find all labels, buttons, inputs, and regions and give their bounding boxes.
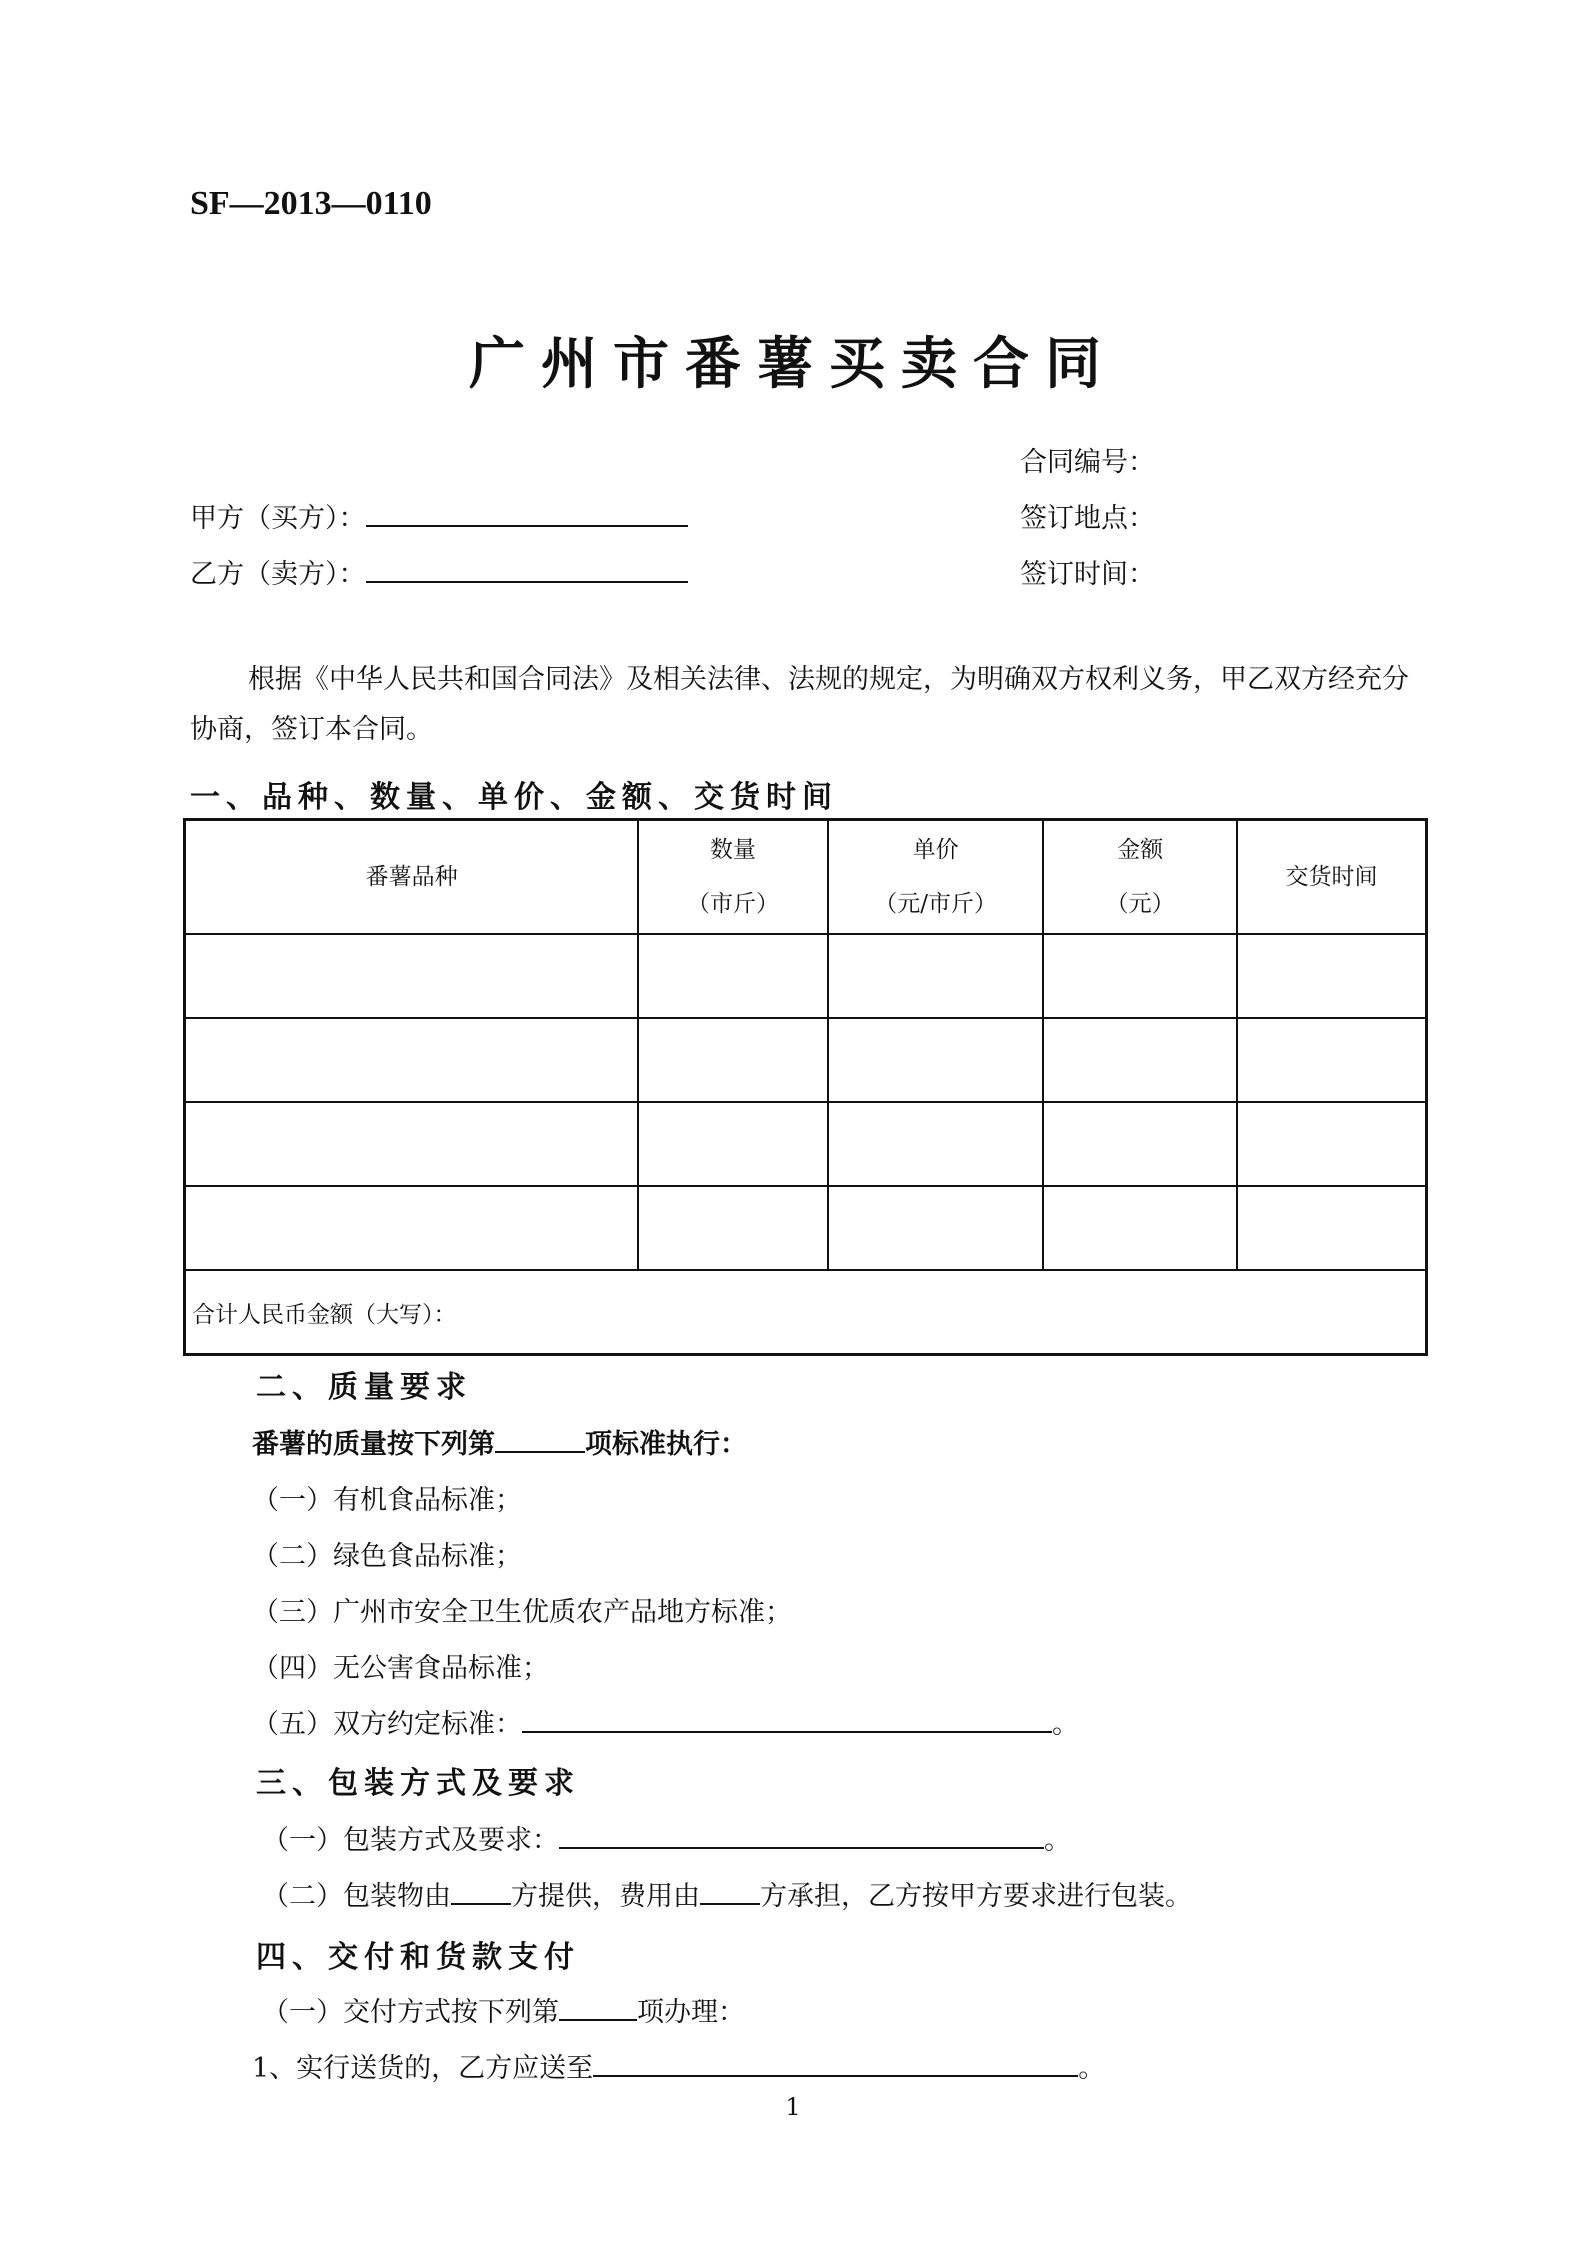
table-header-row	[185, 820, 1427, 935]
packaging-method-label: （一）包装方式及要求：	[262, 1825, 559, 1856]
table-total-row	[185, 1270, 1427, 1355]
column-delivery-time	[1237, 820, 1427, 935]
column-amount	[1043, 820, 1237, 935]
column-unit-price-unit: （元/市斤）	[874, 891, 997, 917]
section4-heading: 四、交付和货款支付	[256, 1940, 580, 1975]
packaging-item-1	[262, 1818, 1071, 1857]
agreed-standard-label: （五）双方约定标准：	[252, 1709, 522, 1740]
sign-time-label: 签订时间：	[1020, 559, 1155, 590]
table-row	[185, 934, 1427, 1018]
quality-intro-start: 番薯的质量按下列第	[252, 1429, 495, 1460]
table-cell[interactable]	[638, 1102, 828, 1186]
goods-table	[183, 818, 1428, 1356]
delivery-item-1	[262, 1990, 745, 2029]
table-cell[interactable]	[1043, 1018, 1237, 1102]
table-row	[185, 1018, 1427, 1102]
packaging-cost-label: 方提供，费用由	[511, 1881, 700, 1912]
table-cell[interactable]	[638, 934, 828, 1018]
total-amount-cell[interactable]	[185, 1270, 1427, 1355]
quality-item: （三）广州市安全卫生优质农产品地方标准；	[252, 1597, 792, 1628]
packaging-item-2-end: 方承担，乙方按甲方要求进行包装。	[760, 1881, 1192, 1912]
section2-heading: 二、质量要求	[256, 1370, 472, 1405]
delivery-method-label: （一）交付方式按下列第	[262, 1997, 559, 2028]
delivery-destination-label: 1、实行送货的，乙方应送至	[252, 2053, 594, 2084]
table-cell[interactable]	[185, 934, 639, 1018]
delivery-destination-blank[interactable]	[593, 2074, 1078, 2077]
column-delivery-time-label: 交货时间	[1285, 864, 1378, 890]
table-cell[interactable]	[828, 1102, 1044, 1186]
delivery-method-blank[interactable]	[559, 2018, 637, 2021]
total-amount-label: 合计人民币金额（大写）：	[192, 1301, 457, 1328]
table-cell[interactable]	[1237, 1102, 1427, 1186]
packaging-cost-blank[interactable]	[700, 1902, 760, 1905]
packaging-method-blank[interactable]	[559, 1846, 1044, 1849]
table-cell[interactable]	[1043, 1102, 1237, 1186]
table-cell[interactable]	[185, 1186, 639, 1270]
column-quantity-label: 数量	[710, 837, 757, 863]
table-cell[interactable]	[1237, 934, 1427, 1018]
table-row	[185, 1102, 1427, 1186]
table-cell[interactable]	[185, 1018, 639, 1102]
contract-number-label: 合同编号：	[1020, 447, 1155, 478]
quality-intro	[252, 1422, 747, 1461]
table-cell[interactable]	[638, 1186, 828, 1270]
seller-label: 乙方（卖方）：	[190, 559, 366, 590]
column-unit-price	[828, 820, 1044, 935]
contract-title: 广州市番薯买卖合同	[469, 331, 1117, 397]
packaging-item-2	[262, 1874, 1192, 1913]
sign-place-label: 签订地点：	[1020, 503, 1155, 534]
quality-intro-end: 项标准执行：	[585, 1429, 747, 1460]
agreed-standard-blank[interactable]	[522, 1730, 1052, 1733]
column-quantity-unit: （市斤）	[687, 891, 780, 917]
column-amount-label: 金额	[1117, 837, 1164, 863]
section3-heading: 三、包装方式及要求	[256, 1766, 580, 1801]
end-mark: 。	[1044, 1825, 1071, 1856]
contract-code: SF—2013—0110	[190, 185, 432, 222]
column-variety-label: 番薯品种	[365, 864, 458, 890]
delivery-item-2	[252, 2046, 1105, 2085]
intro-paragraph: 根据《中华人民共和国合同法》及相关法律、法规的规定，为明确双方权利义务，甲乙双方经充分协商，签订本合同。	[190, 664, 1409, 745]
packaging-provider-blank[interactable]	[451, 1902, 511, 1905]
table-row	[185, 1186, 1427, 1270]
quality-item: （一）有机食品标准；	[252, 1485, 522, 1516]
column-amount-unit: （元）	[1105, 891, 1175, 917]
table-cell[interactable]	[1237, 1186, 1427, 1270]
column-unit-price-label: 单价	[912, 837, 959, 863]
column-quantity	[638, 820, 828, 935]
packaging-provider-label: （二）包装物由	[262, 1881, 451, 1912]
table-cell[interactable]	[828, 1186, 1044, 1270]
quality-item: （四）无公害食品标准；	[252, 1653, 549, 1684]
table-cell[interactable]	[1043, 934, 1237, 1018]
table-cell[interactable]	[1043, 1186, 1237, 1270]
buyer-row	[190, 496, 688, 535]
column-variety	[185, 820, 639, 935]
table-cell[interactable]	[828, 934, 1044, 1018]
quality-item-agreed	[252, 1702, 1079, 1741]
end-mark: 。	[1052, 1709, 1079, 1740]
buyer-label: 甲方（买方）：	[190, 503, 366, 534]
end-mark: 。	[1078, 2053, 1106, 2084]
seller-blank[interactable]	[366, 580, 688, 583]
table-cell[interactable]	[828, 1018, 1044, 1102]
seller-row	[190, 552, 688, 591]
quality-standard-blank[interactable]	[495, 1450, 585, 1453]
table-cell[interactable]	[185, 1102, 639, 1186]
table-cell[interactable]	[1237, 1018, 1427, 1102]
page-number: 1	[785, 2093, 801, 2121]
quality-item: （二）绿色食品标准；	[252, 1541, 522, 1572]
table-cell[interactable]	[638, 1018, 828, 1102]
delivery-method-end: 项办理：	[637, 1997, 745, 2028]
buyer-blank[interactable]	[366, 524, 688, 527]
section1-heading: 一、品种、数量、单价、金额、交货时间	[190, 780, 838, 815]
